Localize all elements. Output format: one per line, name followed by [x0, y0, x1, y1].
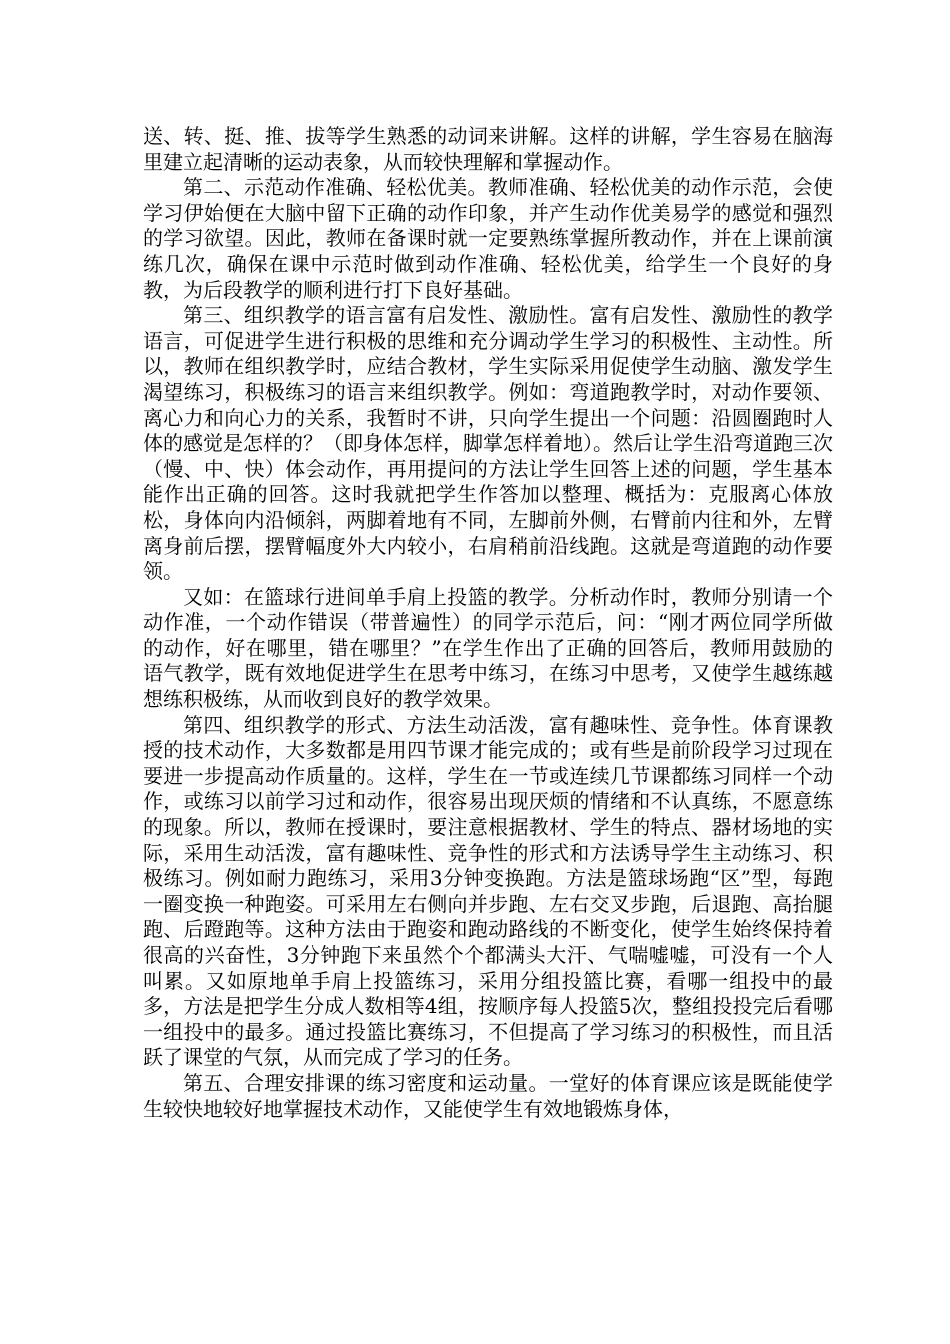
paragraph-2: 第二、示范动作准确、轻松优美。教师准确、轻松优美的动作示范，会使学习伊始便在大脑中留下正确的动作印象，并产生动作优美易学的感觉和强烈的学习欲望。因此，教师在备课时就一定要熟练掌握所教动作，并在上课前演练几次，确保在课中示范时做到动作准确、轻松优美，给学生一个良好的身教，为后段教学的顺利进行打下良好基础。	[143, 175, 833, 302]
paragraph-4: 又如：在篮球行进间单手肩上投篮的教学。分析动作时，教师分别请一个动作准，一个动作错误（带普遍性）的同学示范后，问：“刚才两位同学所做的动作，好在哪里，错在哪里？”在学生作出了正确的回答后，教师用鼓励的语气教学，既有效地促进学生在思考中练习，在练习中思考，又使学生越练越想练积极练，从而收到良好的教学效果。	[143, 584, 833, 712]
paragraph-6: 第五、合理安排课的练习密度和运动量。一堂好的体育课应该是既能使学生较快地较好地掌握技术动作，又能使学生有效地锻炼身体，	[143, 1070, 833, 1121]
paragraph-1: 送、转、挺、推、拔等学生熟悉的动词来讲解。这样的讲解，学生容易在脑海里建立起清晰的运动表象，从而较快理解和掌握动作。	[143, 124, 833, 174]
paragraph-5: 第四、组织教学的形式、方法生动活泼，富有趣味性、竞争性。体育课教授的技术动作，大多数都是用四节课才能完成的；或有些是前阶段学习过现在要进一步提高动作质量的。这样，学生在一节或连续几节课都练习同样一个动作，或练习以前学习过和动作，很容易出现厌烦的情绪和不认真练，不愿意练的现象。所以，教师在授课时，要注意根据教材、学生的特点、器材场地的实际，采用生动活泼，富有趣味性、竞争性的形式和方法诱导学生主动练习、积极练习。例如耐力跑练习，采用3分钟变换跑。方法是篮球场跑“区”型，每跑一圈变换一种跑姿。可采用左右侧向并步跑、左右交叉步跑，后退跑、高抬腿跑、后蹬跑等。这种方法由于跑姿和跑动路线的不断变化，使学生始终保持着很高的兴奋性，3分钟跑下来虽然个个都满头大汗、气喘嘘嘘，可没有一个人叫累。又如原地单手肩上投篮练习，采用分组投篮比赛，看哪一组投中的最多，方法是把学生分成人数相等4组，按顺序每人投篮5次，整组投投完后看哪一组投中的最多。通过投篮比赛练习，不但提高了学习练习的积极性，而且活跃了课堂的气氛，从而完成了学习的任务。	[143, 712, 833, 1070]
document-body	[143, 124, 833, 1122]
paragraph-3: 第三、组织教学的语言富有启发性、激励性。富有启发性、激励性的教学语言，可促进学生进行积极的思维和充分调动学生学习的积极性、主动性。所以，教师在组织教学时，应结合教材，学生实际采用促使学生动脑、激发学生渴望练习，积极练习的语言来组织教学。例如：弯道跑教学时，对动作要领、离心力和向心力的关系，我暂时不讲，只向学生提出一个问题：沿圆圈跑时人体的感觉是怎样的？（即身体怎样，脚掌怎样着地）。然后让学生沿弯道跑三次（慢、中、快）体会动作，再用提问的方法让学生回答上述的问题，学生基本能作出正确的回答。这时我就把学生作答加以整理、概括为：克服离心体放松，身体向内沿倾斜，两脚着地有不同，左脚前外侧，右臂前内往和外，左臂离身前后摆，摆臂幅度外大内较小，右肩稍前沿线跑。这就是弯道跑的动作要领。	[143, 303, 833, 584]
